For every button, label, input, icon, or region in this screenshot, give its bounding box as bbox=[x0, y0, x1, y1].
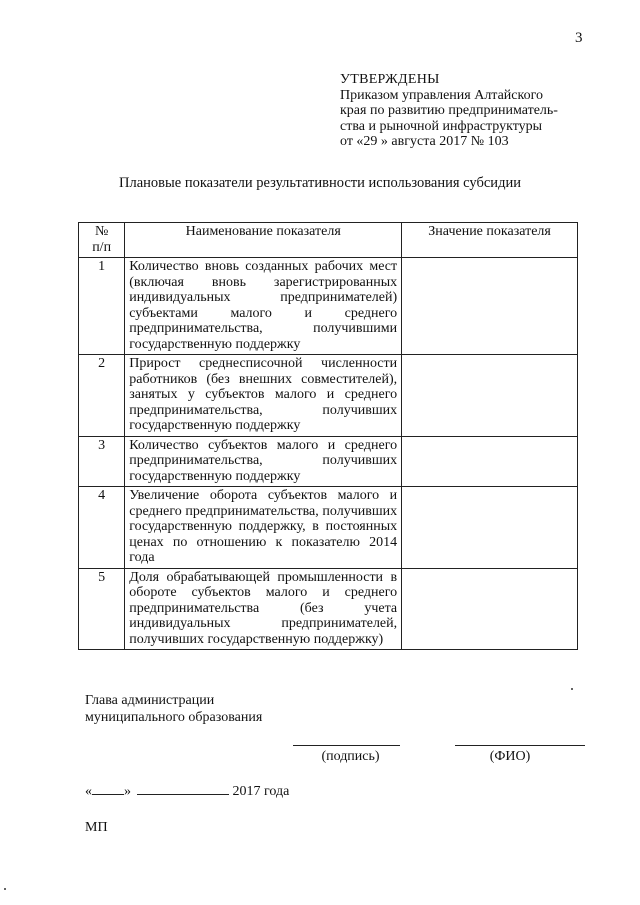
indicators-table bbox=[78, 222, 578, 650]
scan-speck bbox=[571, 688, 573, 690]
indicator-name: Прирост среднесписочной численности работников (без внешних совместителей), занятых у субъектов малого и среднего предпринимательства, получивших государственную поддержку bbox=[125, 355, 402, 437]
row-number: 5 bbox=[79, 568, 125, 650]
approval-line: Приказом управления Алтайского bbox=[340, 87, 543, 103]
row-number: 4 bbox=[79, 487, 125, 569]
indicator-value bbox=[402, 355, 578, 437]
approval-line: ства и рыночной инфраструктуры bbox=[340, 118, 543, 134]
indicator-value bbox=[402, 436, 578, 487]
signature-label: (подпись) bbox=[321, 749, 380, 764]
indicator-name: Увеличение оборота субъектов малого и среднего предпринимательства, получивших государственную поддержку, в постоянных ценах по отношению к показателю 2014 года bbox=[125, 487, 402, 569]
column-header-number-line2: п/п bbox=[92, 239, 112, 255]
day-blank bbox=[92, 784, 124, 795]
stamp-placeholder: МП bbox=[85, 820, 108, 835]
row-number: 1 bbox=[79, 258, 125, 355]
date-close-quote: » bbox=[124, 784, 131, 799]
indicator-name: Количество вновь созданных рабочих мест (включая вновь зарегистрированных индивидуальных предпринимателей) субъектами малого и среднего предпринимательства, получившими государственную поддержку bbox=[125, 258, 402, 355]
position-line: Глава администрации bbox=[85, 693, 215, 708]
table-row bbox=[79, 258, 578, 355]
table-row bbox=[79, 568, 578, 650]
table-row bbox=[79, 355, 578, 437]
date-line bbox=[85, 784, 289, 800]
column-header-value: Значение показателя bbox=[402, 223, 578, 258]
approval-line: от «29 » августа 2017 № 103 bbox=[340, 134, 509, 149]
full-name-label: (ФИО) bbox=[489, 749, 531, 764]
indicator-value bbox=[402, 258, 578, 355]
signature-line bbox=[293, 745, 400, 746]
column-header-number bbox=[79, 223, 125, 258]
document-title: Плановые показатели результативности использования субсидии bbox=[119, 175, 521, 191]
indicator-name: Доля обрабатывающей промышленности в обороте субъектов малого и среднего предпринимательства (без учета индивидуальных предпринимателей, получивших государственную поддержку) bbox=[125, 568, 402, 650]
table-row bbox=[79, 487, 578, 569]
column-header-name: Наименование показателя bbox=[125, 223, 402, 258]
page-number: 3 bbox=[575, 30, 583, 46]
official-position bbox=[85, 692, 262, 726]
table-row bbox=[79, 436, 578, 487]
approval-line: края по развитию предприниматель- bbox=[340, 103, 558, 118]
column-header-number-line1: № bbox=[94, 224, 109, 239]
scan-speck bbox=[4, 888, 6, 890]
date-year: 2017 года bbox=[232, 784, 290, 799]
month-blank bbox=[137, 784, 229, 795]
position-line: муниципального образования bbox=[85, 710, 263, 725]
date-open-quote: « bbox=[85, 784, 92, 799]
indicator-value bbox=[402, 568, 578, 650]
row-number: 2 bbox=[79, 355, 125, 437]
approval-block bbox=[340, 72, 590, 150]
table-header-row bbox=[79, 223, 578, 258]
full-name-line bbox=[455, 745, 585, 746]
indicator-name: Количество субъектов малого и среднего предпринимательства, получивших государственную поддержку bbox=[125, 436, 402, 487]
approval-heading: УТВЕРЖДЕНЫ bbox=[340, 72, 440, 87]
indicator-value bbox=[402, 487, 578, 569]
row-number: 3 bbox=[79, 436, 125, 487]
